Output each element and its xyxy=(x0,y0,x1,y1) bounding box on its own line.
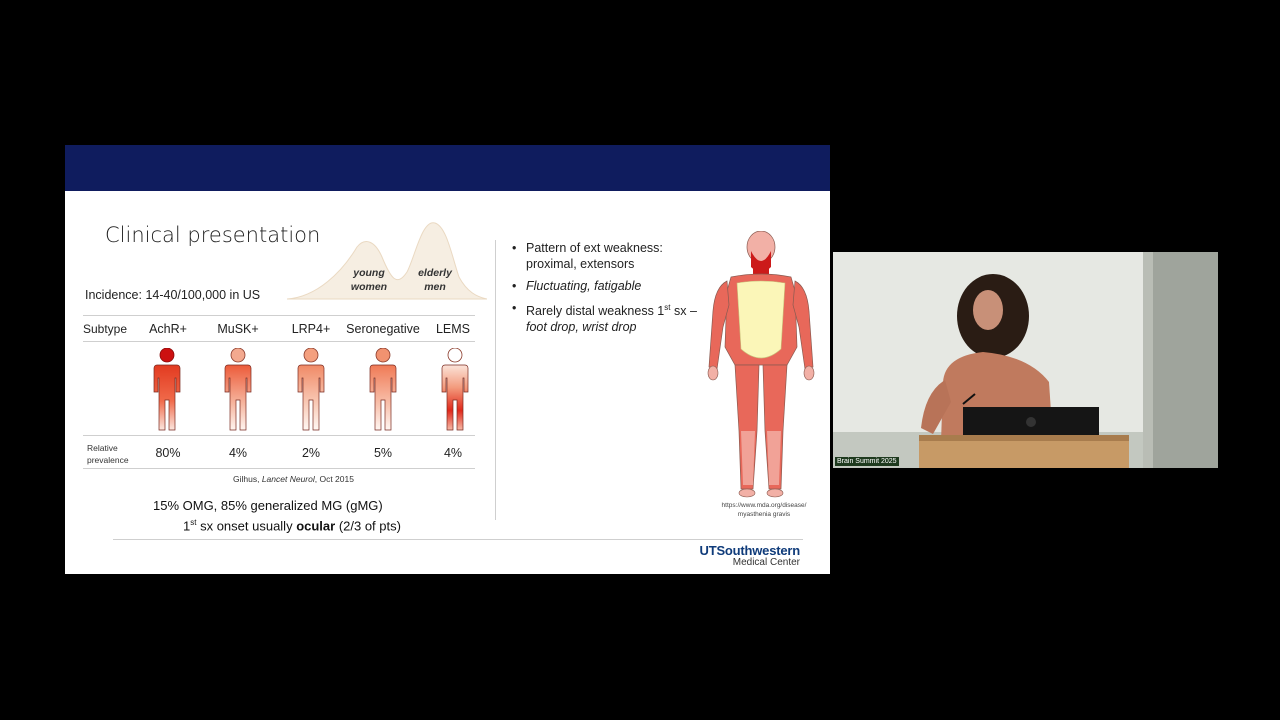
symptom-bullet-list xyxy=(512,240,712,341)
table-header-rule xyxy=(83,341,475,342)
bullet-pattern: • Pattern of ext weakness: proximal, extensors xyxy=(512,240,712,272)
presentation-slide xyxy=(65,145,830,574)
prevalence-seronegative: 5% xyxy=(373,446,393,460)
column-header-achr: AchR+ xyxy=(149,322,187,336)
event-tag: Brain Summit 2025 xyxy=(837,458,897,465)
prevalence-lrp4: 2% xyxy=(301,446,321,460)
relative-prevalence-label: Relative prevalence xyxy=(87,443,129,465)
age-label-young: young women xyxy=(350,267,388,293)
footer-rule xyxy=(113,539,803,540)
slide-header-bar xyxy=(65,145,830,191)
prevalence-lems: 4% xyxy=(443,446,463,460)
musk-figure-icon xyxy=(220,348,256,432)
achr-figure-icon xyxy=(149,348,185,432)
citation: Gilhus, Lancet Neurol, Oct 2015 xyxy=(233,474,354,484)
speaker-scene xyxy=(833,252,1218,468)
prevalence-musk: 4% xyxy=(228,446,248,460)
body-weakness-diagram xyxy=(705,231,817,499)
column-header-lrp4: LRP4+ xyxy=(291,322,331,336)
incidence-text: Incidence: 14-40/100,000 in US xyxy=(85,288,261,302)
column-header-seronegative: Seronegative xyxy=(346,322,420,336)
speaker-video-feed xyxy=(833,252,1218,468)
column-header-musk: MuSK+ xyxy=(217,322,259,336)
table-bottom-rule xyxy=(83,468,475,469)
slide-title: Clinical presentation xyxy=(105,223,321,247)
onset-text: 1st sx onset usually ocular (2/3 of pts) xyxy=(183,518,401,534)
utsouthwestern-logo: UTSouthwestern Medical Center xyxy=(699,543,800,568)
lrp4-figure-icon xyxy=(293,348,329,432)
source-url: https://www.mda.org/disease/ myasthenia gravis xyxy=(721,502,807,518)
omg-gmg-text: 15% OMG, 85% generalized MG (gMG) xyxy=(153,498,383,513)
bullet-distal: • Rarely distal weakness 1st sx – foot drop, wrist drop xyxy=(512,300,712,335)
column-header-lems: LEMS xyxy=(435,322,471,336)
subtype-header: Subtype xyxy=(83,322,128,336)
bullet-fluctuating: • Fluctuating, fatigable xyxy=(512,278,712,294)
age-label-elderly: elderly men xyxy=(418,267,452,293)
prevalence-achr: 80% xyxy=(155,446,181,460)
seronegative-figure-icon xyxy=(365,348,401,432)
table-figure-rule xyxy=(83,435,475,436)
lems-figure-icon xyxy=(437,348,473,432)
column-divider xyxy=(495,240,496,520)
table-top-rule xyxy=(83,315,475,316)
